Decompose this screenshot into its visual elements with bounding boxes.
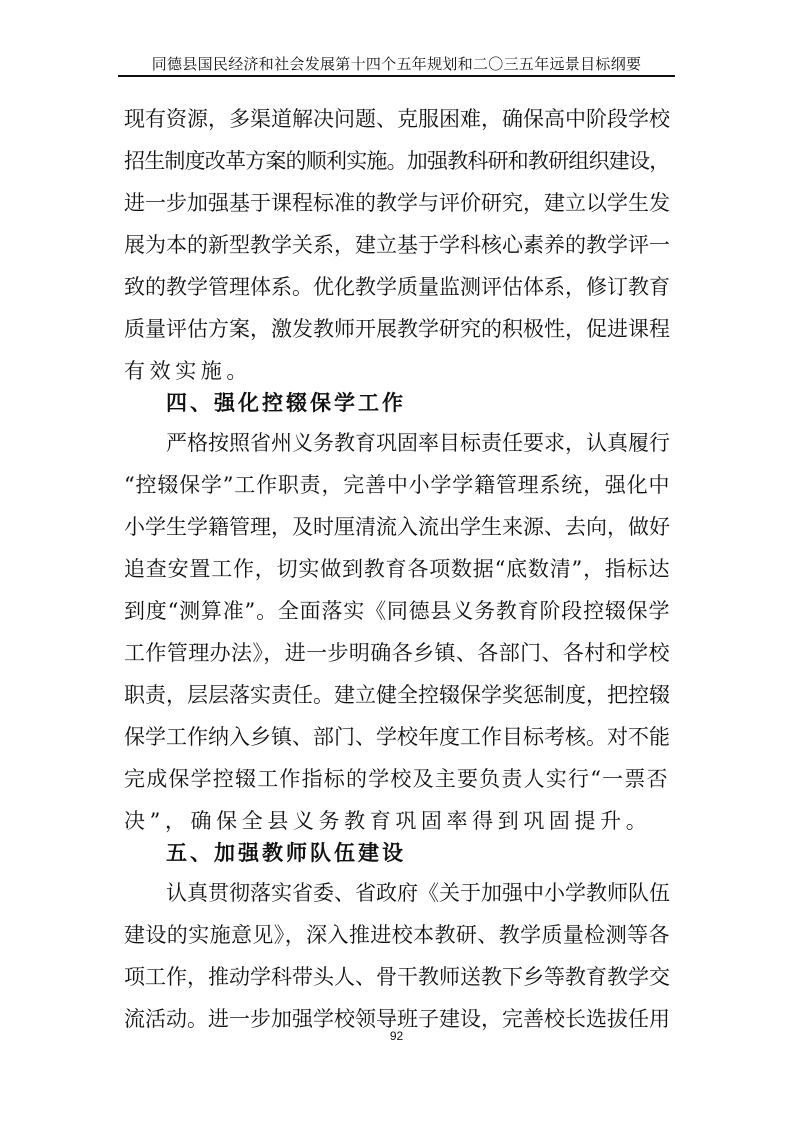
text-line: 质量评估方案，激发教师开展教学研究的积极性，促进课程: [124, 317, 670, 341]
text-line: 小学生学籍管理，及时厘清流入流出学生来源、去向，做好: [124, 515, 670, 539]
text-line: 进一步加强基于课程标准的教学与评价研究，建立以学生发: [124, 191, 670, 215]
text-line: 项工作，推动学科带头人、骨干教师送教下乡等教育教学交: [124, 965, 670, 989]
text-line: 保学工作纳入乡镇、部门、学校年度工作目标考核。对不能: [124, 725, 670, 749]
text-line: 决”，确保全县义务教育巩固率得到巩固提升。: [124, 809, 652, 833]
text-line: 招生制度改革方案的顺利实施。加强教科研和教研组织建设，: [124, 149, 670, 173]
text-line: 认真贯彻落实省委、省政府《关于加强中小学教师队伍: [166, 881, 670, 905]
text-line: 到度“测算准”。全面落实《同德县义务教育阶段控辍保学: [124, 599, 671, 623]
section-heading-4: 四、强化控辍保学工作: [166, 391, 406, 415]
text-line: 工作管理办法》，进一步明确各乡镇、各部门、各村和学校: [124, 641, 670, 665]
text-line: 致的教学管理体系。优化教学质量监测评估体系，修订教育: [124, 275, 670, 299]
text-line: 严格按照省州义务教育巩固率目标责任要求，认真履行: [166, 431, 670, 455]
text-line: 流活动。进一步加强学校领导班子建设，完善校长选拔任用: [124, 1007, 670, 1031]
header-rule: [118, 75, 675, 77]
text-line: 职责，层层落实责任。建立健全控辍保学奖惩制度，把控辍: [124, 683, 670, 707]
text-line: 追查安置工作，切实做到教育各项数据“底数清”，指标达: [124, 557, 671, 581]
text-line: 现有资源，多渠道解决问题、克服困难，确保高中阶段学校: [124, 107, 670, 131]
text-line: 有效实施。: [124, 359, 252, 383]
text-line: 完成保学控辍工作指标的学校及主要负责人实行“一票否: [124, 767, 669, 791]
running-header: 同德县国民经济和社会发展第十四个五年规划和二〇三五年远景目标纲要: [151, 55, 642, 73]
section-heading-5: 五、加强教师队伍建设: [166, 841, 406, 865]
text-line: 展为本的新型教学关系，建立基于学科核心素养的教学评一: [124, 233, 670, 257]
text-line: 建设的实施意见》，深入推进校本教研、教学质量检测等各: [124, 923, 670, 947]
page-number: 92: [389, 1029, 404, 1043]
text-line: “控辍保学”工作职责，完善中小学学籍管理系统，强化中: [124, 473, 671, 497]
